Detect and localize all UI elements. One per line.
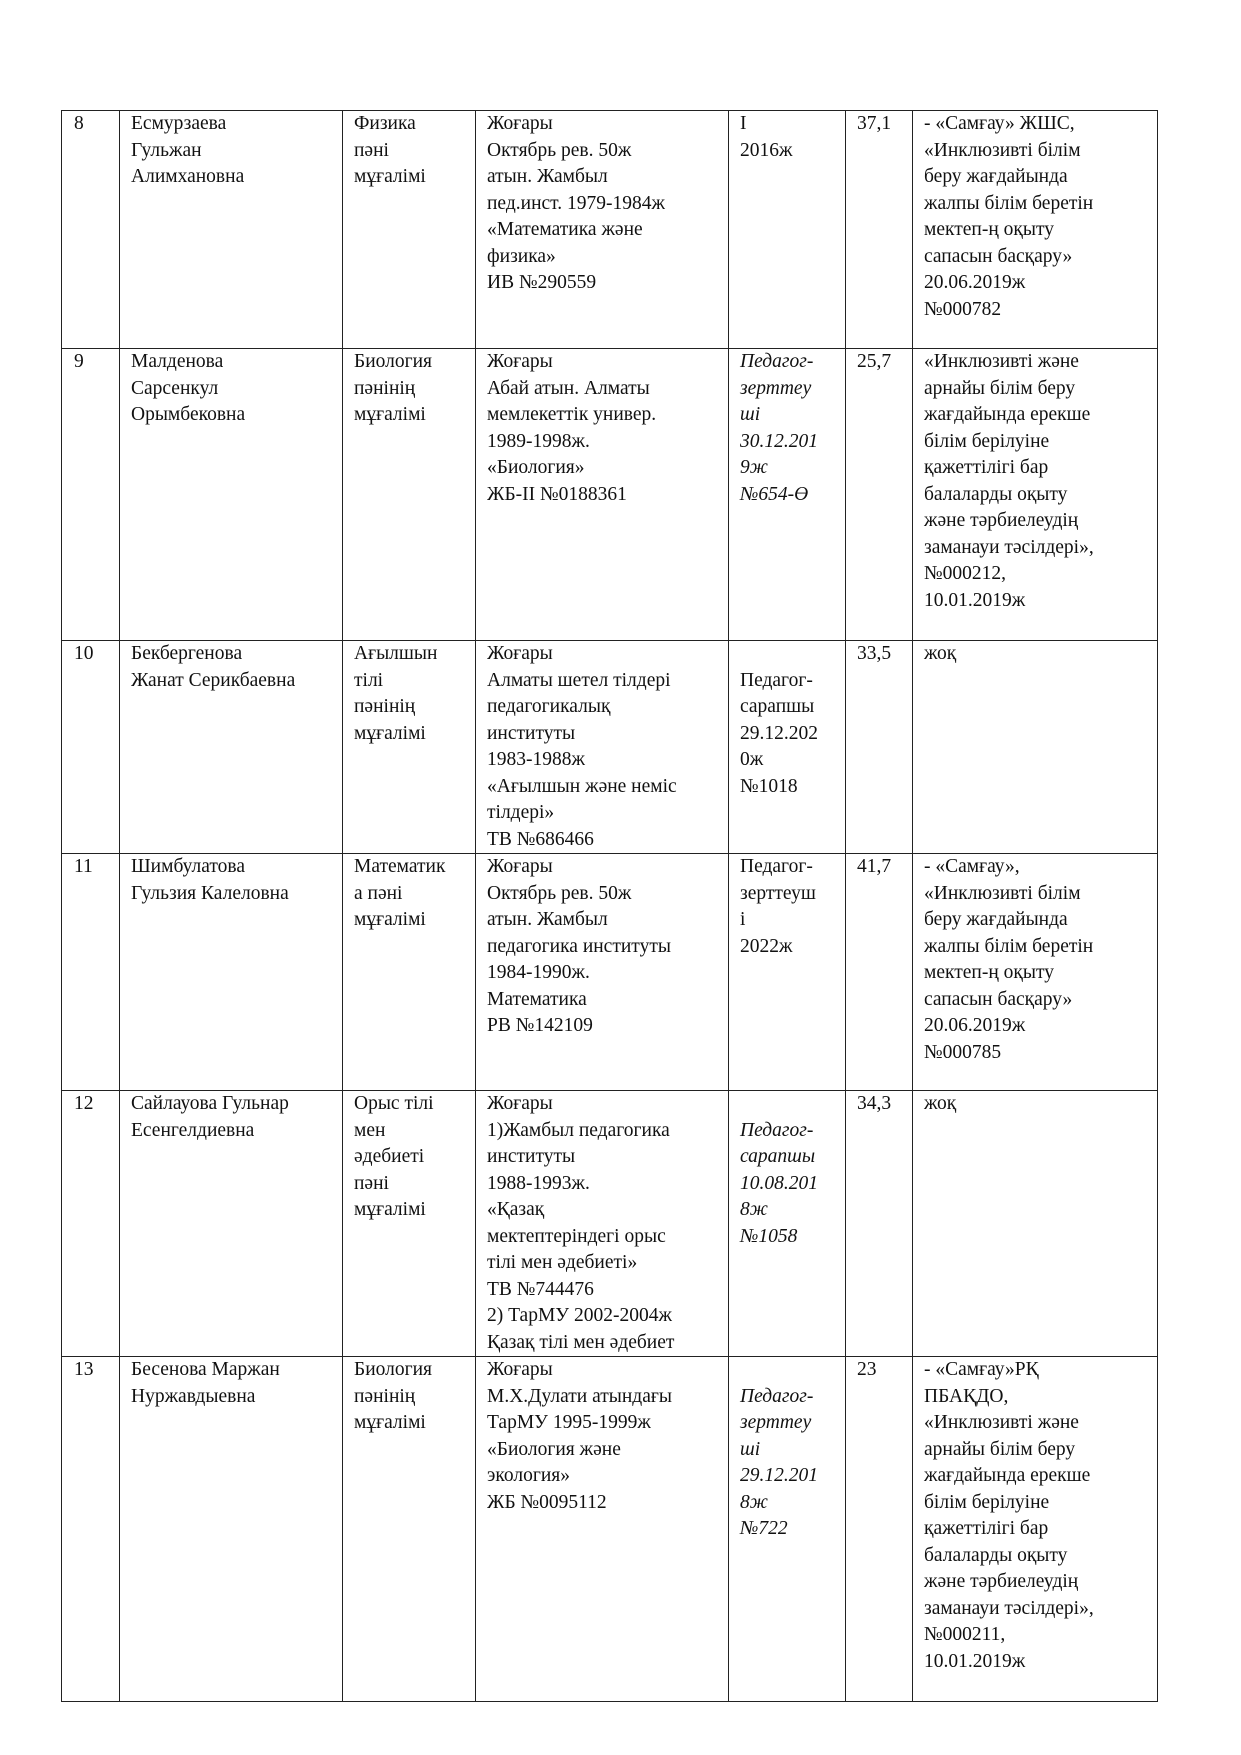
row-number: 13	[62, 1357, 120, 1702]
subject: Биология пәнінің мұғалімі	[343, 349, 476, 641]
experience: 34,3	[846, 1091, 913, 1357]
experience: 23	[846, 1357, 913, 1702]
courses: жоқ	[913, 641, 1158, 854]
subject: Математик а пәні мұғалімі	[343, 854, 476, 1091]
row-number: 8	[62, 111, 120, 349]
courses: - «Самғау»РҚ ПБАҚДО, «Инклюзивті және арнайы білім беру жағдайында ерекше білім берілуіне қажеттілігі бар балаларды оқыту және тәрбиелеудің заманауи тәсілдері», №000211, 10.01.2019ж	[913, 1357, 1158, 1702]
courses: жоқ	[913, 1091, 1158, 1357]
row-number: 9	[62, 349, 120, 641]
education: Жоғары Октябрь рев. 50ж атын. Жамбыл педагогика институты 1984-1990ж. Математика РВ №142109	[476, 854, 729, 1091]
experience: 41,7	[846, 854, 913, 1091]
table-row	[62, 1091, 1158, 1357]
category: Педагог- зерттеу ші 30.12.201 9ж №654-Ө	[729, 349, 846, 641]
teacher-name: Бекбергенова Жанат Серикбаевна	[120, 641, 343, 854]
category: I 2016ж	[729, 111, 846, 349]
category: Педагог- зерттеу ші 29.12.201 8ж №722	[729, 1357, 846, 1702]
courses: - «Самғау» ЖШС, «Инклюзивті білім беру жағдайында жалпы білім беретін мектеп-ң оқыту сапасын басқару» 20.06.2019ж №000782	[913, 111, 1158, 349]
table-row	[62, 854, 1158, 1091]
table-row	[62, 641, 1158, 854]
experience: 37,1	[846, 111, 913, 349]
subject: Ағылшын тілі пәнінің мұғалімі	[343, 641, 476, 854]
category: Педагог- зерттеуш і 2022ж	[729, 854, 846, 1091]
teacher-name: Малденова Сарсенкул Орымбековна	[120, 349, 343, 641]
row-number: 12	[62, 1091, 120, 1357]
education: Жоғары 1)Жамбыл педагогика институты 1988-1993ж. «Қазақ мектептеріндегі орыс тілі мен әдебиеті» ТВ №744476 2) ТарМУ 2002-2004ж Қазақ тілі мен әдебиет	[476, 1091, 729, 1357]
courses: «Инклюзивті және арнайы білім беру жағдайында ерекше білім берілуіне қажеттілігі бар балаларды оқыту және тәрбиелеудің заманауи тәсілдері», №000212, 10.01.2019ж	[913, 349, 1158, 641]
education: Жоғары М.Х.Дулати атындағы ТарМУ 1995-1999ж «Биология және экология» ЖБ №0095112	[476, 1357, 729, 1702]
teacher-name: Сайлауова Гульнар Есенгелдиевна	[120, 1091, 343, 1357]
table-row	[62, 1357, 1158, 1702]
teachers-table	[61, 110, 1158, 1702]
teacher-name: Есмурзаева Гульжан Алимхановна	[120, 111, 343, 349]
subject: Физика пәні мұғалімі	[343, 111, 476, 349]
education: Жоғары Октябрь рев. 50ж атын. Жамбыл пед.инст. 1979-1984ж «Математика және физика» ИВ №290559	[476, 111, 729, 349]
category: Педагог- сарапшы 10.08.201 8ж №1058	[729, 1091, 846, 1357]
category: Педагог- сарапшы 29.12.202 0ж №1018	[729, 641, 846, 854]
experience: 33,5	[846, 641, 913, 854]
education: Жоғары Абай атын. Алматы мемлекеттік универ. 1989-1998ж. «Биология» ЖБ-ІІ №0188361	[476, 349, 729, 641]
row-number: 10	[62, 641, 120, 854]
row-number: 11	[62, 854, 120, 1091]
subject: Орыс тілі мен әдебиеті пәні мұғалімі	[343, 1091, 476, 1357]
education: Жоғары Алматы шетел тілдері педагогикалық институты 1983-1988ж «Ағылшын және неміс тілдері» ТВ №686466	[476, 641, 729, 854]
subject: Биология пәнінің мұғалімі	[343, 1357, 476, 1702]
teacher-name: Шимбулатова Гульзия Калеловна	[120, 854, 343, 1091]
experience: 25,7	[846, 349, 913, 641]
table-row	[62, 111, 1158, 349]
teacher-name: Бесенова Маржан Нуржавдыевна	[120, 1357, 343, 1702]
table-row	[62, 349, 1158, 641]
courses: - «Самғау», «Инклюзивті білім беру жағдайында жалпы білім беретін мектеп-ң оқыту сапасын басқару» 20.06.2019ж №000785	[913, 854, 1158, 1091]
